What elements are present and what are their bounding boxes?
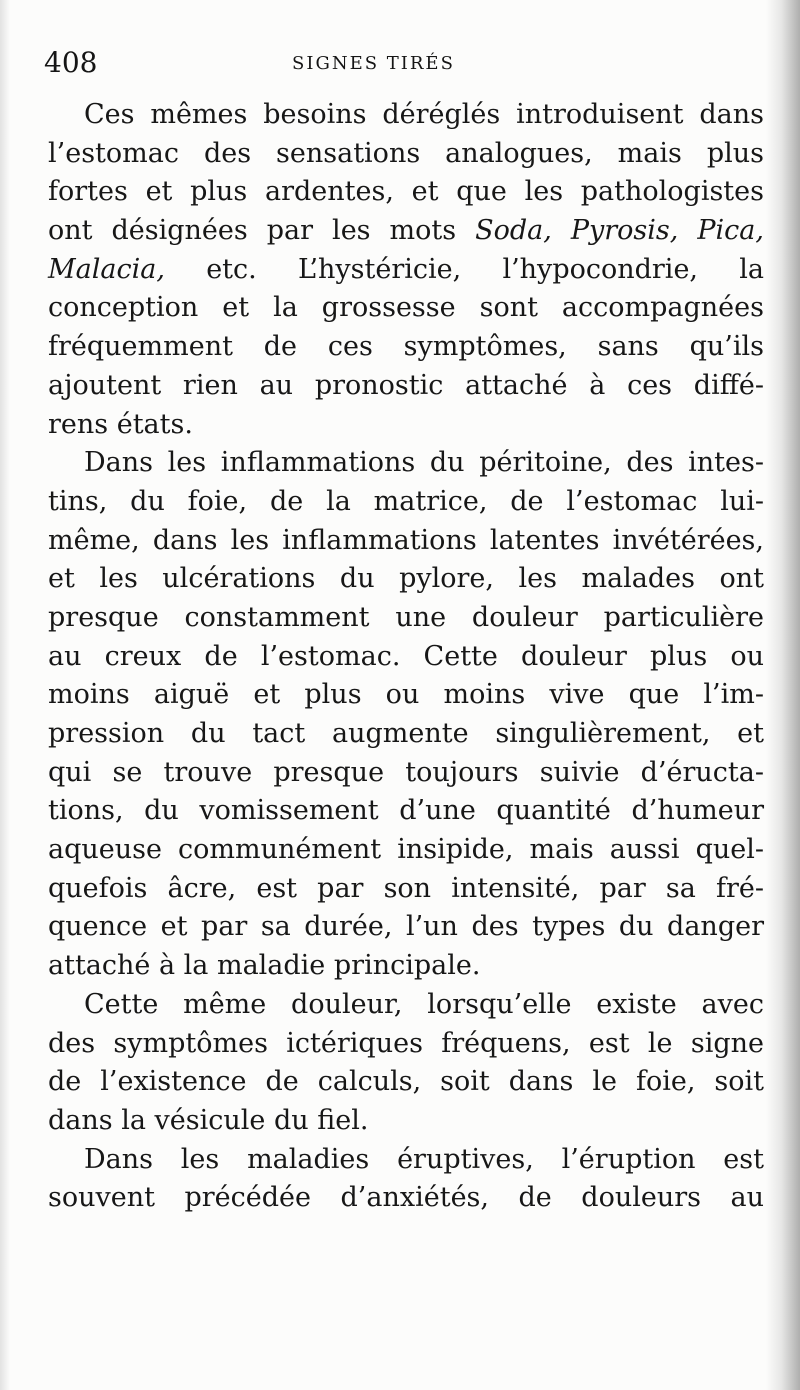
text-line: quence et par sa durée, l’un des types du danger bbox=[48, 911, 764, 943]
text-line: Dans les inflammations du péritoine, des intes- bbox=[84, 447, 764, 479]
text-line: fortes et plus ardentes, et que les pathologistes bbox=[48, 176, 764, 208]
text-line: et les ulcérations du pylore, les malades ont bbox=[48, 563, 764, 595]
text-line: dans la vésicule du fiel. bbox=[48, 1104, 369, 1136]
text-line: ajoutent rien au pronostic attaché à ces diffé- bbox=[48, 369, 764, 401]
page-number: 408 bbox=[44, 46, 98, 79]
text-line: aqueuse communément insipide, mais aussi quel- bbox=[48, 834, 764, 866]
text-line: au creux de l’estomac. Cette douleur plus ou bbox=[48, 640, 764, 672]
text-line: l’estomac des sensations analogues, mais plus bbox=[48, 137, 764, 169]
body-text bbox=[48, 96, 764, 1218]
text-line: tins, du foie, de la matrice, de l’estomac lui- bbox=[48, 485, 764, 517]
text-line: conception et la grossesse sont accompagnées bbox=[48, 292, 764, 324]
italic-term: Malacia, bbox=[48, 253, 165, 285]
italic-terms: Soda, Pyrosis, Pica, bbox=[475, 215, 764, 247]
text-line-with-italic-term bbox=[48, 251, 764, 290]
text-line-with-italic-terms bbox=[48, 212, 764, 251]
text-line: de l’existence de calculs, soit dans le foie, soit bbox=[48, 1066, 764, 1098]
running-head: SIGNES TIRÉS bbox=[292, 53, 455, 74]
text-line: qui se trouve presque toujours suivie d’éructa- bbox=[48, 756, 764, 788]
text-line: moins aiguë et plus ou moins vive que l’im- bbox=[48, 679, 764, 711]
text-fragment: ont désignées par les mots bbox=[48, 215, 457, 247]
page-header bbox=[44, 44, 744, 84]
text-line: Ces mêmes besoins déréglés introduisent dans bbox=[84, 99, 764, 130]
text-line: attaché à la maladie principale. bbox=[48, 950, 481, 982]
text-line: des symptômes ictériques fréquens, est le signe bbox=[48, 1027, 764, 1059]
text-line: souvent précédée d’anxiétés, de douleurs au bbox=[48, 1182, 764, 1214]
page-right-binding-shadow bbox=[766, 0, 800, 1390]
text-line: pression du tact augmente singulièrement, et bbox=[48, 718, 764, 749]
page-left-shadow bbox=[0, 0, 10, 1390]
text-line: rens états. bbox=[48, 408, 193, 440]
text-line: Cette même douleur, lorsqu’elle existe avec bbox=[84, 988, 764, 1020]
text-line: quefois âcre, est par son intensité, par sa fré- bbox=[48, 872, 764, 904]
text-line: tions, du vomissement d’une quantité d’humeur bbox=[48, 795, 764, 827]
text-line: fréquemment de ces symptômes, sans qu’ils bbox=[48, 331, 764, 363]
text-line: presque constamment une douleur particulière bbox=[48, 601, 764, 633]
text-fragment: etc. L’hystéricie, l’hypocondrie, la bbox=[206, 253, 764, 285]
text-line: même, dans les inflammations latentes invétérées, bbox=[48, 524, 764, 556]
text-line: Dans les maladies éruptives, l’éruption est bbox=[84, 1143, 764, 1175]
